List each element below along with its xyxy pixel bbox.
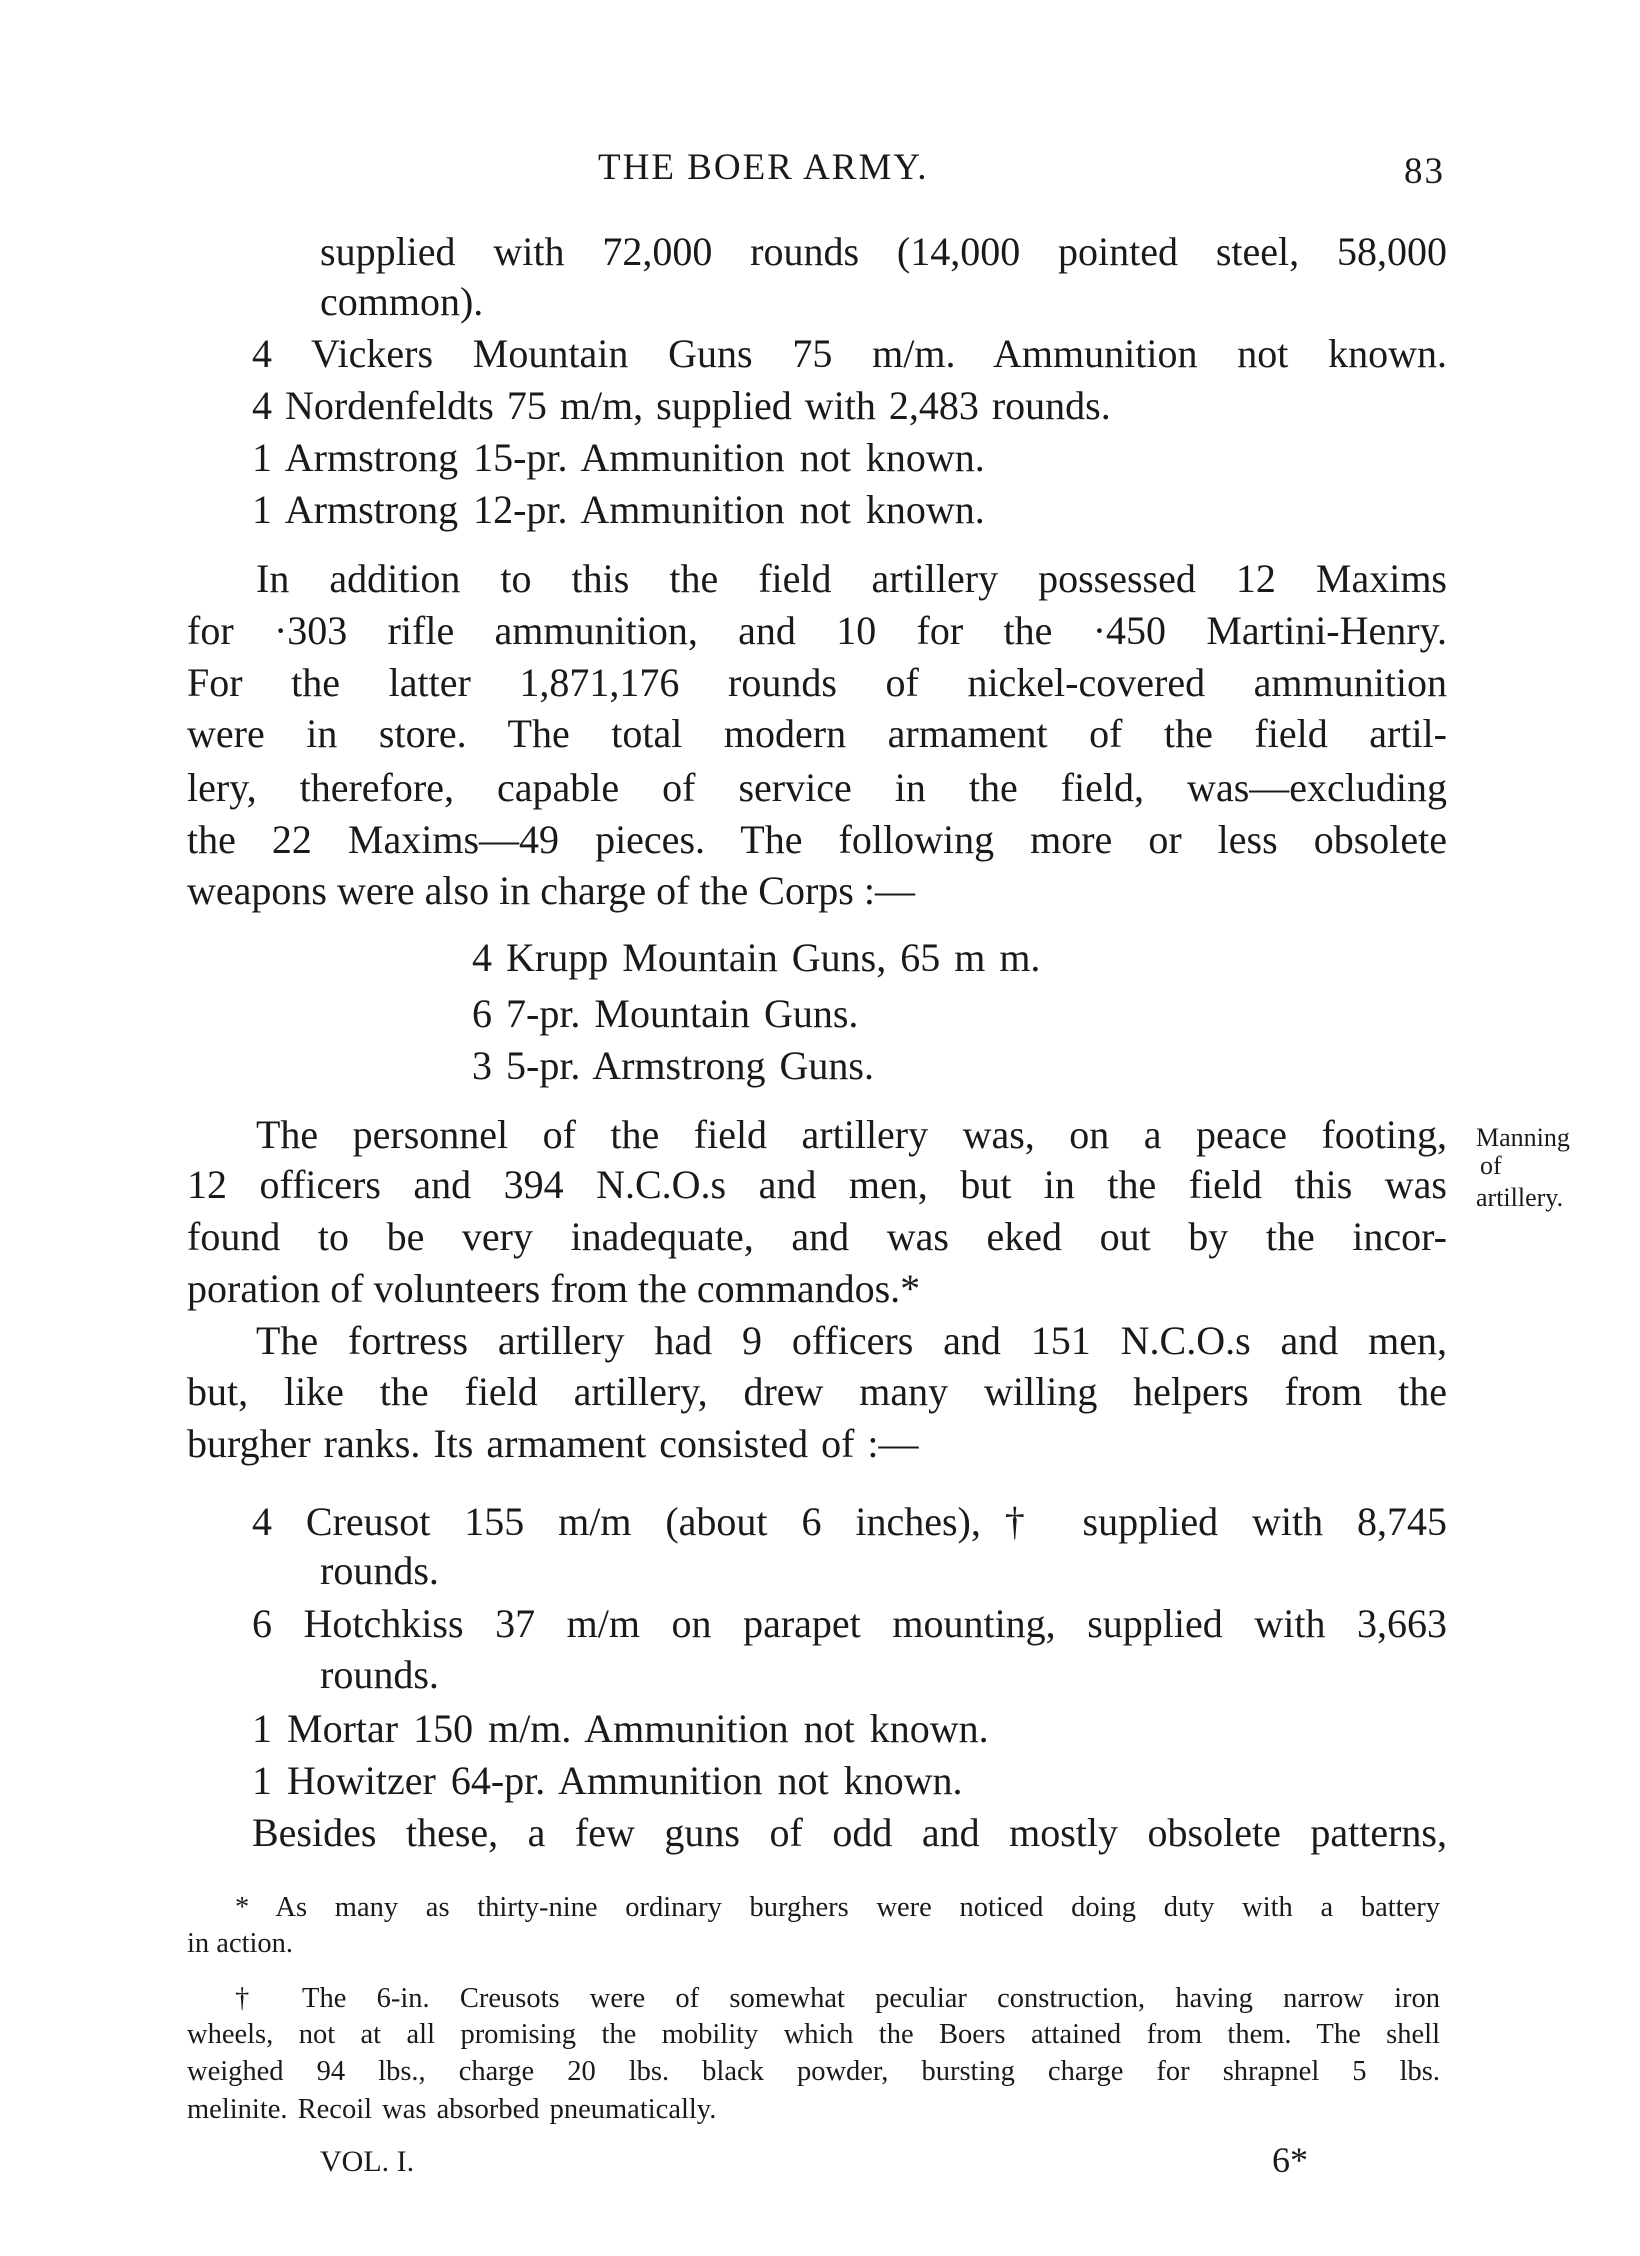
list-item-continuation: rounds. (320, 1652, 439, 1697)
text-line: In addition to this the field artillery possessed 12 Maxims (256, 556, 1447, 601)
signature-mark: 6* (1272, 2140, 1308, 2180)
list-item: 1 Howitzer 64-pr. Ammunition not known. (252, 1758, 963, 1803)
text-line: For the latter 1,871,176 rounds of nickel-covered ammunition (187, 660, 1447, 705)
list-item: 6 7-pr. Mountain Guns. (472, 991, 859, 1036)
margin-note-line: of (1480, 1151, 1502, 1180)
running-header: THE BOER ARMY. (598, 147, 929, 188)
text-line: poration of volunteers from the commandos.* (187, 1266, 921, 1311)
list-item: 6 Hotchkiss 37 m/m on parapet mounting, supplied with 3,663 (252, 1601, 1447, 1646)
text-line: weapons were also in charge of the Corps :— (187, 868, 915, 913)
page-number: 83 (1404, 151, 1445, 192)
footnote-line: weighed 94 lbs., charge 20 lbs. black powder, bursting charge for shrapnel 5 lbs. (187, 2056, 1440, 2087)
text-line: common). (320, 279, 484, 324)
text-line: supplied with 72,000 rounds (14,000 pointed steel, 58,000 (320, 229, 1447, 274)
text-line: burgher ranks. Its armament consisted of :— (187, 1421, 919, 1466)
list-item-continuation: rounds. (320, 1548, 439, 1593)
text-line: the 22 Maxims—49 pieces. The following more or less obsolete (187, 817, 1447, 862)
text-line: but, like the field artillery, drew many willing helpers from the (187, 1369, 1447, 1414)
list-item: 4 Creusot 155 m/m (about 6 inches),† supplied with 8,745 (252, 1499, 1447, 1544)
text-line: for ·303 rifle ammunition, and 10 for the ·450 Martini-Henry. (187, 608, 1447, 653)
list-item: 4 Krupp Mountain Guns, 65 m m. (472, 935, 1041, 980)
volume-label: VOL. I. (320, 2145, 415, 2178)
footnote-line: melinite. Recoil was absorbed pneumatically. (187, 2094, 717, 2125)
text-line: were in store. The total modern armament of the field artil- (187, 711, 1447, 756)
list-item: 1 Mortar 150 m/m. Ammunition not known. (252, 1706, 989, 1751)
text-line: lery, therefore, capable of service in the field, was—excluding (187, 765, 1447, 810)
list-item: 4 Nordenfeldts 75 m/m, supplied with 2,483 rounds. (252, 383, 1111, 428)
list-item: 1 Armstrong 15-pr. Ammunition not known. (252, 435, 985, 480)
text-line: 12 officers and 394 N.C.O.s and men, but in the field this was (187, 1162, 1447, 1207)
text-line: found to be very inadequate, and was eked out by the incor- (187, 1214, 1447, 1259)
list-item: 3 5-pr. Armstrong Guns. (472, 1043, 874, 1088)
margin-note-line: Manning (1476, 1123, 1570, 1152)
footnote-line: wheels, not at all promising the mobility which the Boers attained from them. The shell (187, 2019, 1440, 2050)
footnote-line: in action. (187, 1928, 294, 1959)
footnote-line: * As many as thirty-nine ordinary burghers were noticed doing duty with a battery (235, 1892, 1440, 1923)
text-line: The fortress artillery had 9 officers and 151 N.C.O.s and men, (256, 1318, 1447, 1363)
margin-note-line: artillery. (1476, 1183, 1564, 1212)
text-line: The personnel of the field artillery was, on a peace footing, (256, 1112, 1447, 1157)
footnote-line: † The 6-in. Creusots were of somewhat peculiar construction, having narrow iron (235, 1983, 1440, 2014)
text-line: Besides these, a few guns of odd and mostly obsolete patterns, (252, 1810, 1447, 1855)
list-item: 1 Armstrong 12-pr. Ammunition not known. (252, 487, 985, 532)
list-item: 4 Vickers Mountain Guns 75 m/m. Ammunition not known. (252, 331, 1447, 376)
